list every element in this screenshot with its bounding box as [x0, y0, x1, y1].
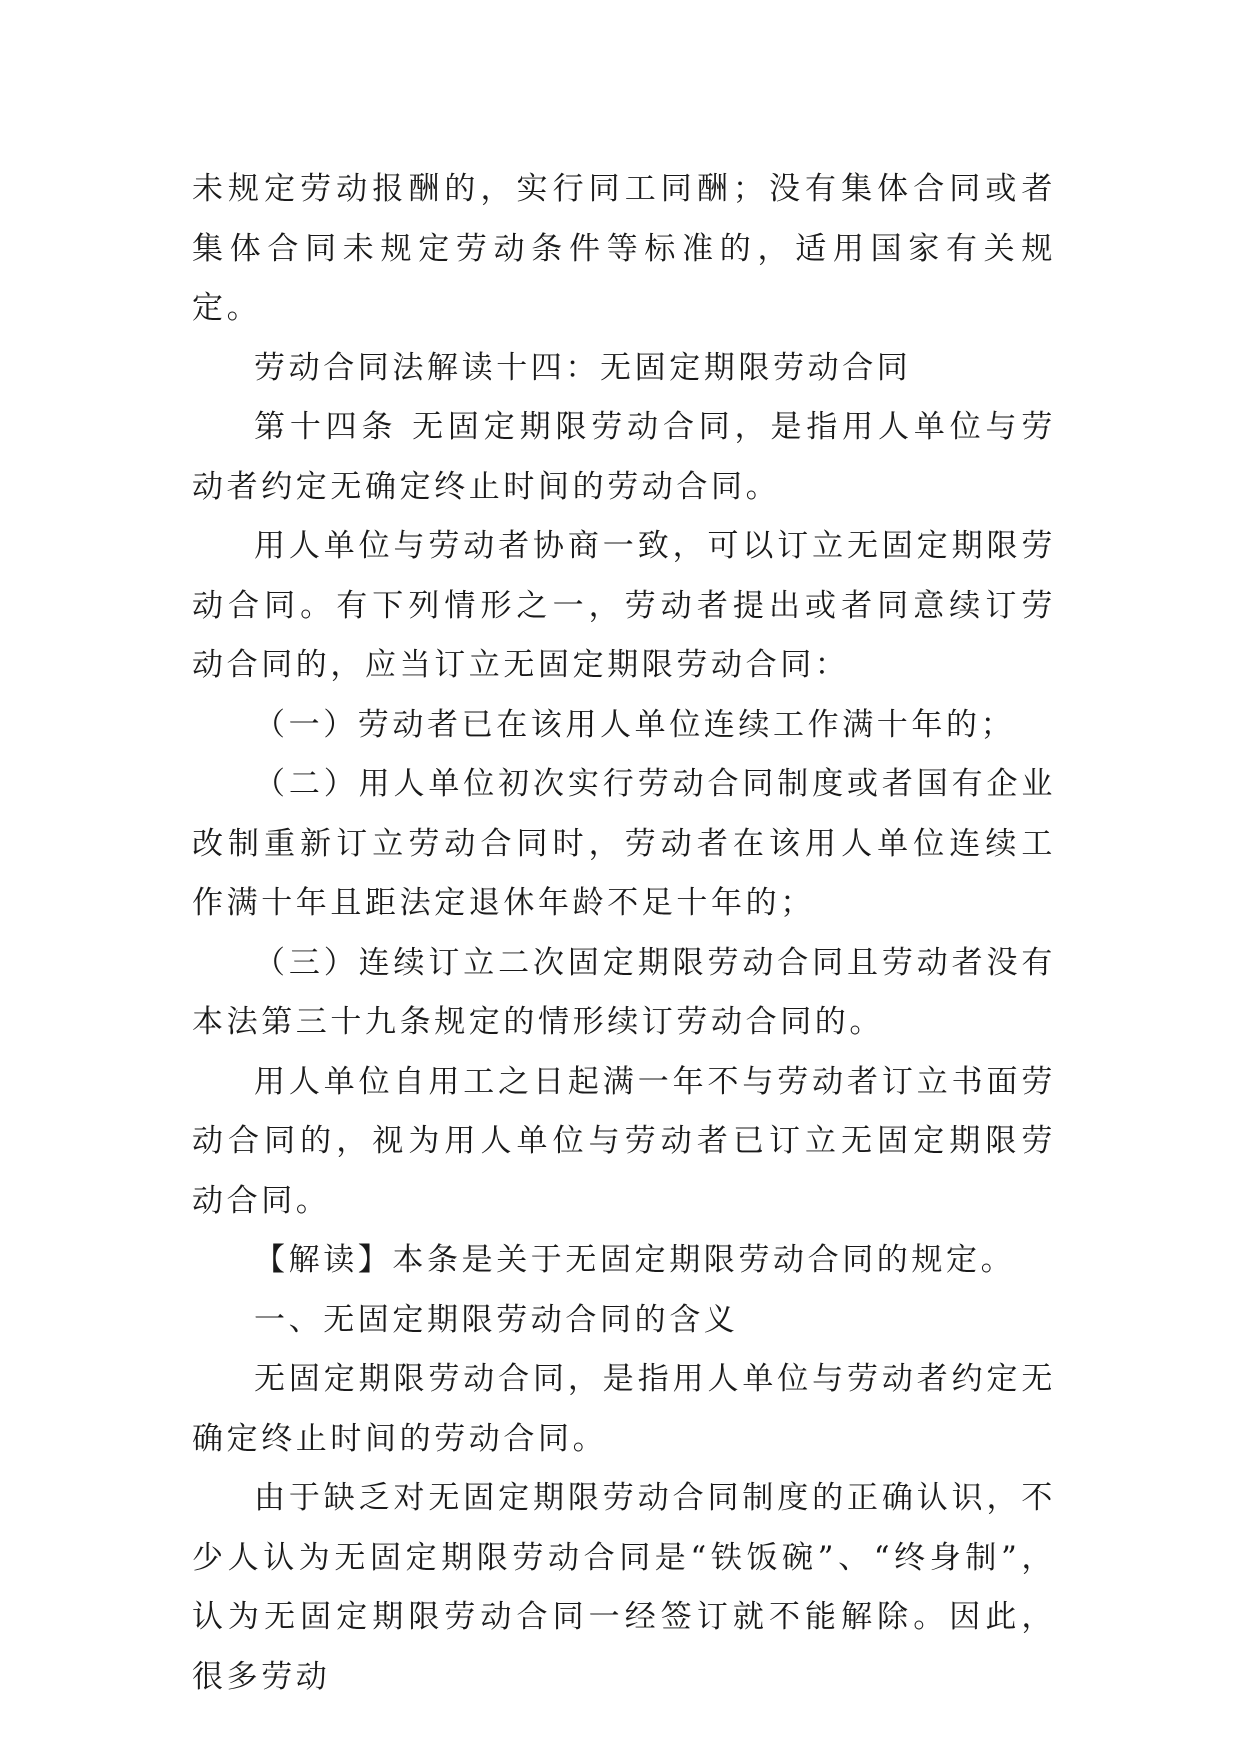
section-heading: 劳动合同法解读十四：无固定期限劳动合同: [254, 349, 912, 386]
subsection-heading: 一、无固定期限劳动合同的含义: [254, 1301, 739, 1338]
paragraph: 用人单位自用工之日起满一年不与劳动者订立书面劳动合同的，视为用人单位与劳动者已订立无固定期限劳动合同。: [192, 1063, 1056, 1219]
paragraph: 未规定劳动报酬的，实行同工同酬；没有集体合同或者集体合同未规定劳动条件等标准的，适用国家有关规定。: [192, 171, 1056, 326]
paragraph: 无固定期限劳动合同，是指用人单位与劳动者约定无确定终止时间的劳动合同。: [192, 1361, 1056, 1457]
list-item: （一）劳动者已在该用人单位连续工作满十年的；: [254, 706, 1016, 743]
document-body: [192, 160, 1056, 1707]
interpretation-paragraph: 【解读】本条是关于无固定期限劳动合同的规定。: [254, 1242, 1016, 1278]
paragraph: 用人单位与劳动者协商一致，可以订立无固定期限劳动合同。有下列情形之一，劳动者提出或者同意续订劳动合同的，应当订立无固定期限劳动合同：: [192, 528, 1056, 683]
list-item: （三）连续订立二次固定期限劳动合同且劳动者没有本法第三十九条规定的情形续订劳动合同的。: [192, 944, 1056, 1040]
paragraph: 由于缺乏对无固定期限劳动合同制度的正确认识，不少人认为无固定期限劳动合同是“铁饭碗”、“终身制”，认为无固定期限劳动合同一经签订就不能解除。因此，很多劳动: [192, 1480, 1056, 1695]
list-item: （二）用人单位初次实行劳动合同制度或者国有企业改制重新订立劳动合同时，劳动者在该用人单位连续工作满十年且距法定退休年龄不足十年的；: [192, 766, 1056, 921]
article-paragraph: 第十四条 无固定期限劳动合同，是指用人单位与劳动者约定无确定终止时间的劳动合同。: [192, 409, 1056, 505]
